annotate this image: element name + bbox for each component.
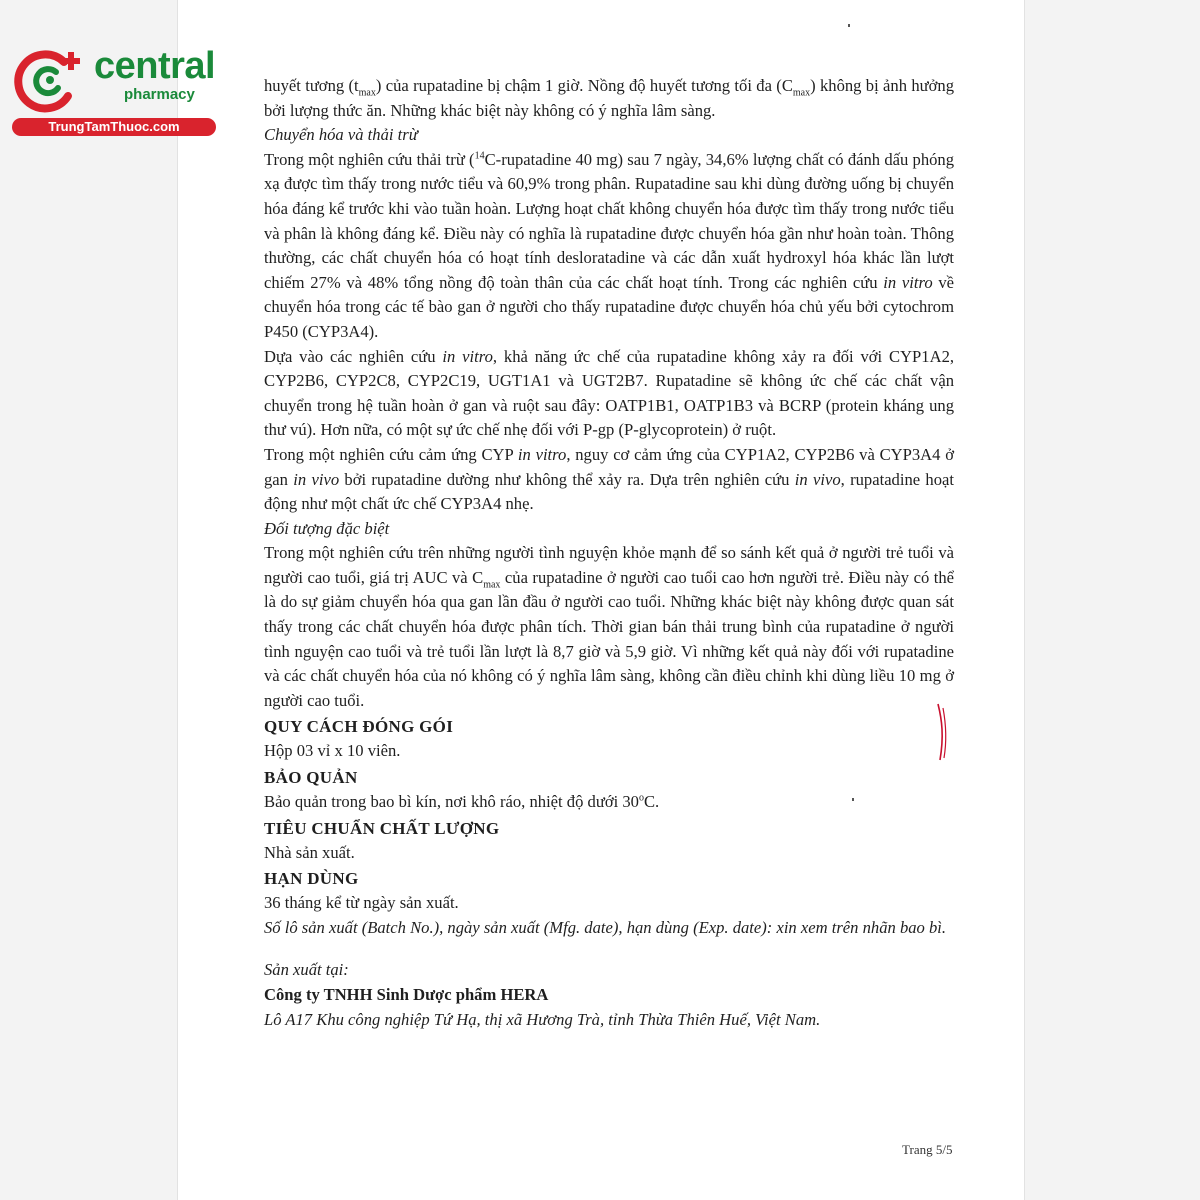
metabolism-title: Chuyển hóa và thải trừ [264, 125, 418, 145]
pk-paragraph: huyết tương $(t_{max})$ của rupatadine bị chậm 1 giờ. Nồng độ huyết tương tối đa $(C_{max})$ không bị ảnh hưởng bởi lượng thức ăn. Những khác biệt này không có ý nghĩa lâm sàng. [264, 76, 954, 120]
manufacturer-label: Sản xuất tại: [264, 960, 349, 980]
special-paragraph: Trong một nghiên cứu trên những người tình nguyện khỏe mạnh để so sánh kết quả ở người trẻ tuổi và người cao tuổi, giá trị AUC và $C_{max}$ của rupatadine ở người cao tuổi cao hơn người trẻ. Điều này có thể là do sự giảm chuyển hóa qua gan lần đầu ở người cao tuổi. Những khác biệt này không được quan sát thấy trong các chất chuyển hóa được phân tích. Thời gian bán thải trung bình của rupatadine ở người tình nguyện cao tuổi và trẻ tuổi lần lượt là 8,7 giờ và 5,9 giờ. Vì những kết quả này đối với rupatadine và các chất chuyển hóa của nó không có ý nghĩa lâm sàng, không cần điều chỉnh khi dùng liều 10 mg ở người cao tuổi. [264, 543, 955, 710]
scan-speck [852, 798, 854, 801]
standard-text: Nhà sản xuất. [264, 842, 355, 862]
logo-c-cross-icon [12, 42, 88, 118]
logo-sub: pharmacy [124, 86, 195, 103]
manufacturer-address: Lô A17 Khu công nghiệp Tứ Hạ, thị xã Hương Trà, tỉnh Thừa Thiên Huế, Việt Nam. [264, 1009, 821, 1029]
document-body [264, 74, 954, 1032]
packaging-text: Hộp 03 vỉ x 10 viên. [264, 741, 401, 761]
metabolism-paragraph-1: Trong một nghiên cứu thải trừ ($^{14}$C-rupatadine 40 mg) sau 7 ngày, 34,6% lượng chất có đánh dấu phóng xạ được tìm thấy trong nước tiểu và 60,9% trong phân. Rupatadine sau khi dùng đường uống bị chuyển hóa đáng kể trước khi vào tuần hoàn. Lượng hoạt chất không chuyển hóa được tìm thấy trong nước tiểu và phân là không đáng kể. Điều này có nghĩa là rupatadine được chuyển hóa gần như hoàn toàn. Thông thường, các chất chuyển hóa có hoạt tính desloratadine và các dẫn xuất hydroxyl hóa khác lần lượt chiếm 27% và 48% tổng nồng độ toàn thân của các chất hoạt tính. Trong các nghiên cứu in vitro về chuyển hóa trong các tế bào gan ở người cho thấy rupatadine được chuyển hóa chủ yếu bởi cytochrom P450 (CYP3A4). [264, 149, 955, 341]
expiry-heading: HẠN DÙNG [264, 869, 359, 889]
storage-heading: BẢO QUẢN [264, 768, 358, 788]
expiry-note: Số lô sản xuất (Batch No.), ngày sản xuất (Mfg. date), hạn dùng (Exp. date): xin xem trên nhãn bao bì. [264, 917, 947, 937]
scan-speck [848, 24, 850, 27]
pen-mark-icon [932, 700, 954, 764]
expiry-text: 36 tháng kể từ ngày sản xuất. [264, 893, 459, 913]
metabolism-paragraph-2: Dựa vào các nghiên cứu in vitro, khả năng ức chế của rupatadine không xảy ra đối với CYP1A2, CYP2B6, CYP2C8, CYP2C19, UGT1A1 và UGT2B7. Rupatadine sẽ không ức chế các chất vận chuyển trong hệ tuần hoàn ở gan và ruột sau đây: OATP1B1, OATP1B3 và BCRP (protein kháng ung thư vú). Hơn nữa, có một sự ức chế nhẹ đối với P-gp (P-glycoprotein) ở ruột. [264, 346, 955, 440]
page-number: Trang 5/5 [902, 1142, 953, 1157]
packaging-heading: QUY CÁCH ĐÓNG GÓI [264, 717, 454, 737]
metabolism-paragraph-3: Trong một nghiên cứu cảm ứng CYP in vitro, nguy cơ cảm ứng của CYP1A2, CYP2B6 và CYP3A4 ở gan in vivo bởi rupatadine dường như không thể xảy ra. Dựa trên nghiên cứu in vivo, rupatadine hoạt động như một chất ức chế CYP3A4 nhẹ. [264, 444, 954, 514]
logo-brand: central [94, 45, 216, 87]
standard-heading: TIÊU CHUẨN CHẤT LƯỢNG [264, 818, 500, 838]
logo-site: TrungTamThuoc.com [12, 118, 216, 136]
special-title: Đối tượng đặc biệt [264, 518, 390, 538]
manufacturer-company: Công ty TNHH Sinh Dược phẩm HERA [264, 985, 549, 1004]
storage-text: Bảo quản trong bao bì kín, nơi khô ráo, nhiệt độ dưới 30$^o$C. [264, 792, 660, 812]
pharmacy-logo[interactable] [8, 34, 218, 142]
